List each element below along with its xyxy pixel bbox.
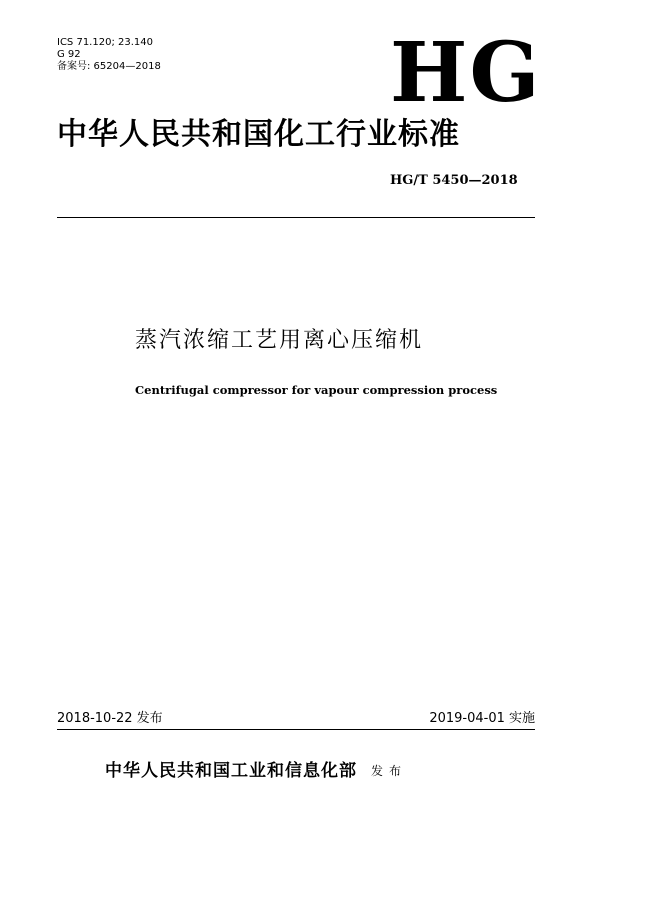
ics-code: ICS 71.120; 23.140 [57, 37, 153, 48]
document-title-chinese: 蒸汽浓缩工艺用离心压缩机 [135, 328, 424, 353]
issuer-name: 中华人民共和国工业和信息化部 [105, 761, 357, 781]
classification-code: G 92 [57, 49, 81, 60]
hg-logo: HG [390, 25, 542, 121]
standard-category-title: 中华人民共和国化工行业标准 [57, 117, 460, 152]
implementation-date: 2019-04-01 实施 [429, 711, 535, 726]
issuer-suffix: 发布 [371, 764, 408, 778]
document-title-english: Centrifugal compressor for vapour compression process [135, 383, 498, 397]
standard-number: HG/T 5450—2018 [390, 173, 518, 188]
issuer-line [105, 759, 407, 783]
footer-divider [57, 729, 535, 730]
issue-date: 2018-10-22 发布 [57, 711, 163, 726]
record-number: 备案号: 65204—2018 [57, 61, 161, 72]
header-divider [57, 217, 535, 218]
